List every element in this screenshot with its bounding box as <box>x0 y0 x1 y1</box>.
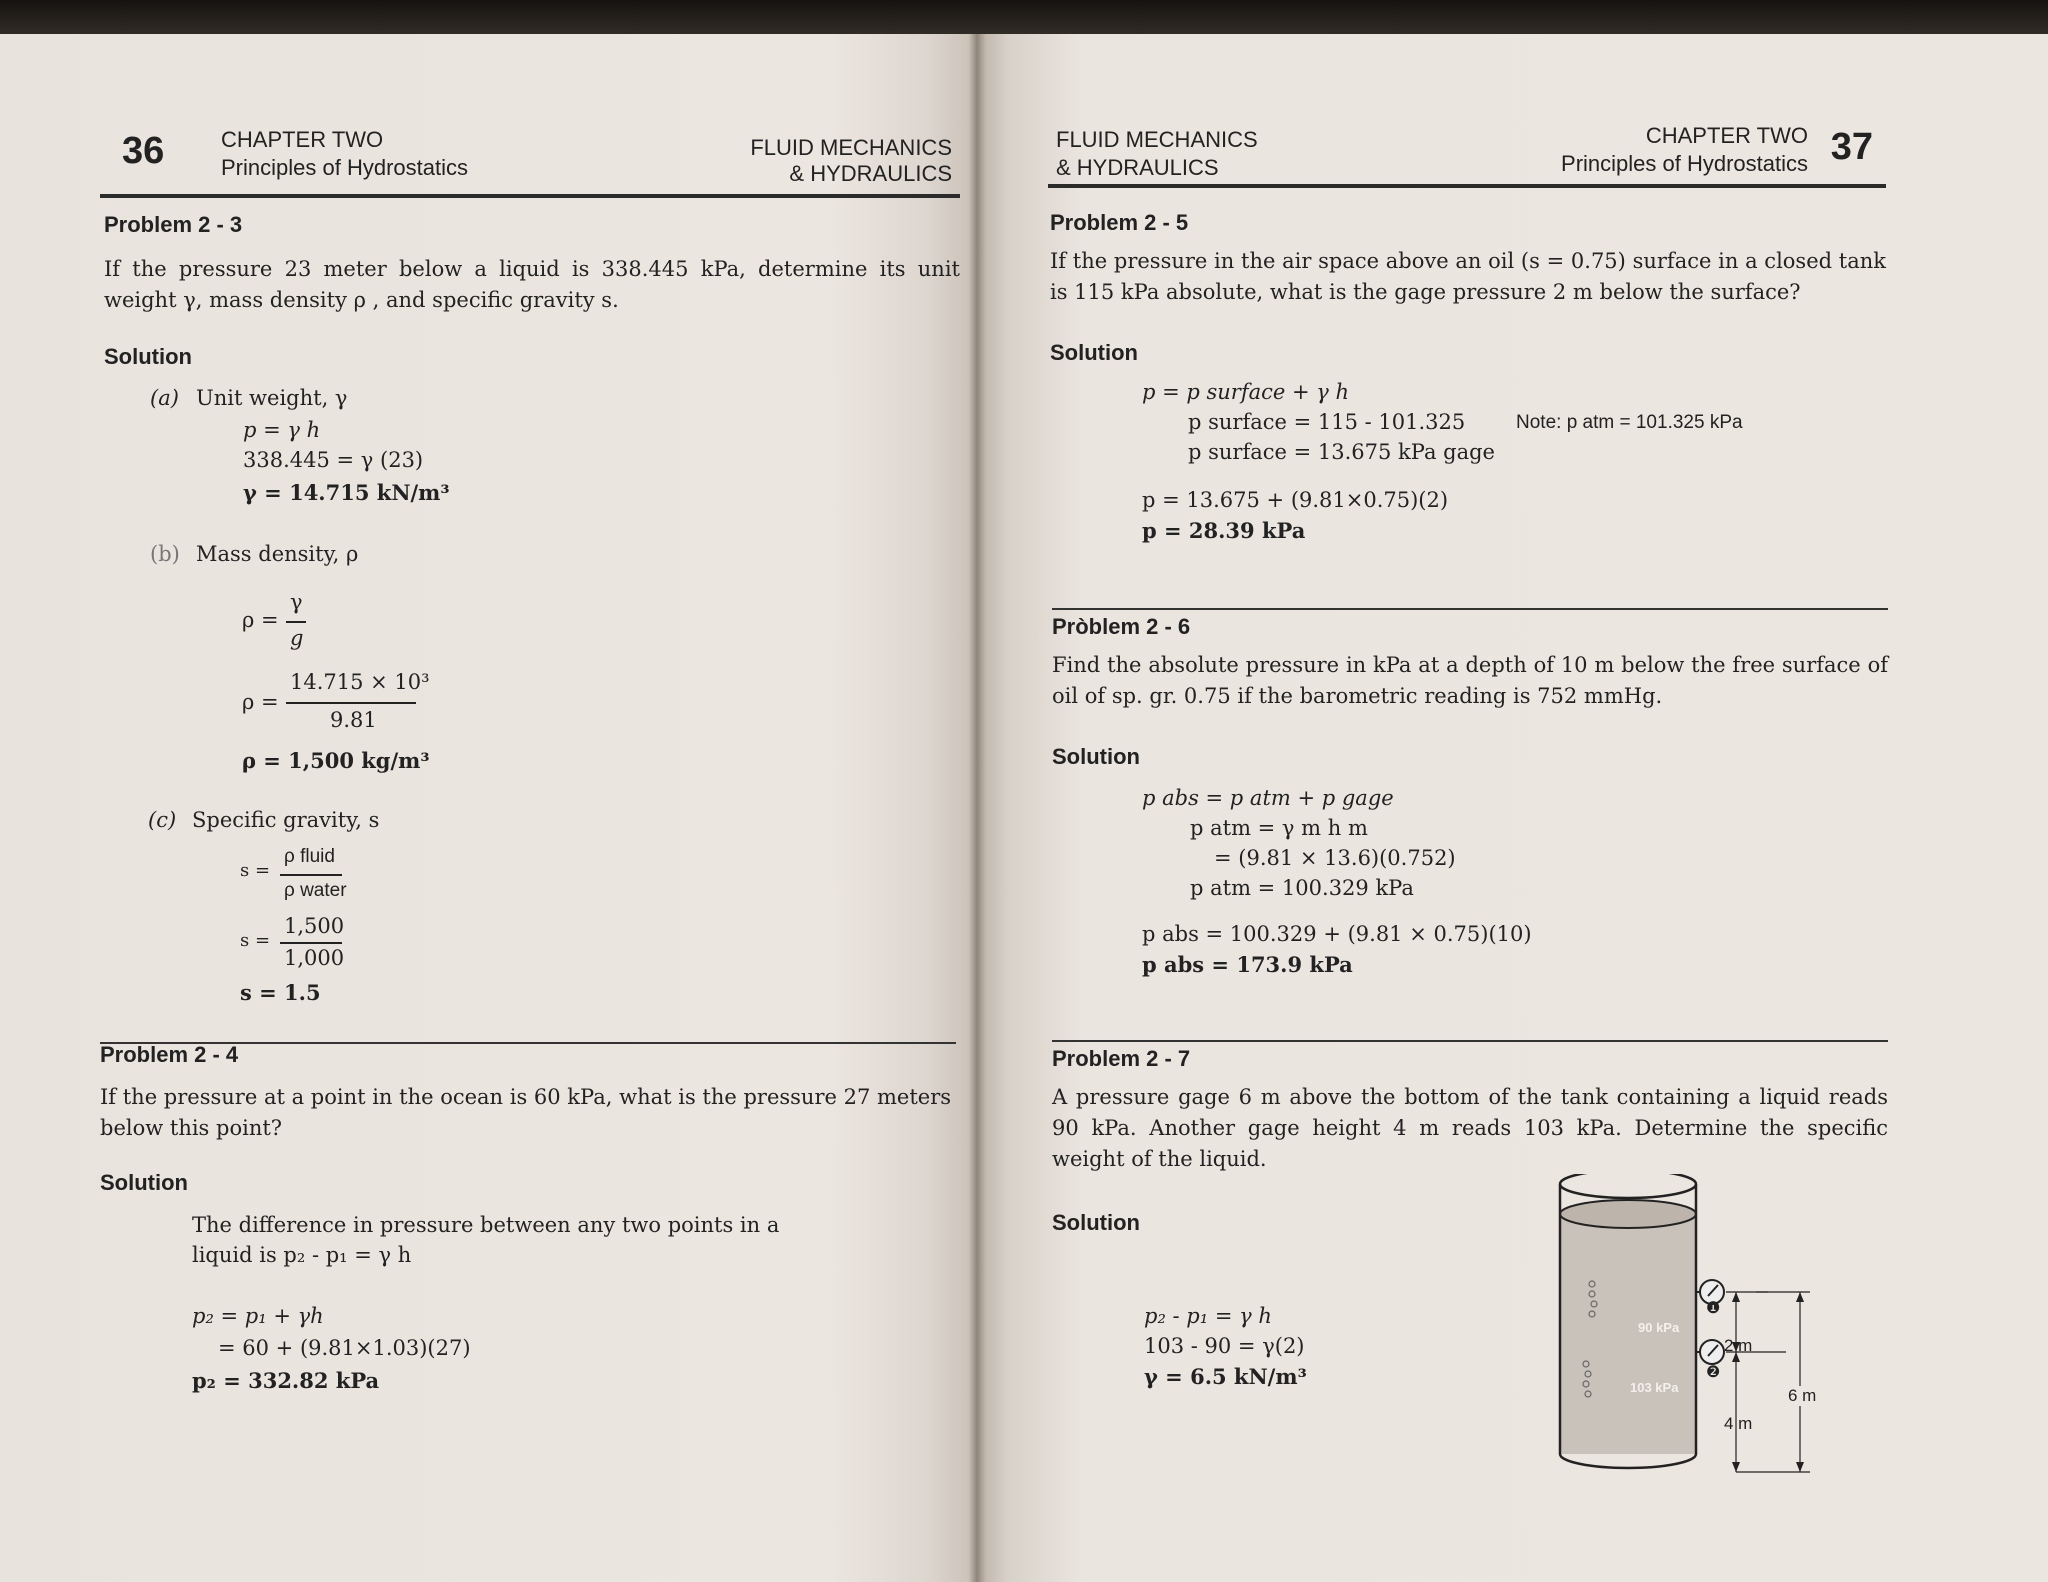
solution-label: Solution <box>1052 744 1140 769</box>
explanation-line: liquid is p₂ - p₁ = γ h <box>192 1243 412 1267</box>
problem-2-4-title: Problem 2 - 4 <box>100 1042 239 1067</box>
gage-1-reading: 90 kPa <box>1638 1320 1680 1335</box>
part-b-label: (b) <box>150 542 180 566</box>
chapter-label: CHAPTER TWO <box>221 127 384 152</box>
equation-line: p abs = p atm + p gage <box>1142 786 1394 810</box>
equation-line: p₂ = p₁ + γh <box>192 1304 324 1328</box>
problem-2-6-title: Pròblem 2 - 6 <box>1052 614 1191 639</box>
problem-2-7-title: Problem 2 - 7 <box>1052 1046 1191 1071</box>
problem-2-4-statement: If the pressure at a point in the ocean is 60 kPa, what is the pressure 27 meters below this point? <box>100 1085 952 1140</box>
result-specific-gravity: s = 1.5 <box>240 980 321 1005</box>
note-patm: Note: p atm = 101.325 kPa <box>1516 412 1743 433</box>
part-c-title: Specific gravity, s <box>192 808 380 832</box>
equation-line: p surface = 13.675 kPa gage <box>1188 440 1495 464</box>
problem-2-3-title: Problem 2 - 3 <box>104 212 243 237</box>
section-divider <box>1052 608 1888 610</box>
solution-label: Solution <box>100 1170 188 1195</box>
fraction-lhs: s = <box>240 930 271 951</box>
header-rule <box>1048 184 1886 188</box>
result-pressure: p₂ = 332.82 kPa <box>192 1368 380 1393</box>
part-a-label: (a) <box>150 386 179 410</box>
equation-line: 103 - 90 = γ(2) <box>1144 1334 1305 1358</box>
fraction-numerator: ρ fluid <box>284 846 335 867</box>
fraction-numerator: γ <box>290 590 303 614</box>
tank-top-rim <box>1560 1174 1696 1198</box>
result-gage-pressure: p = 28.39 kPa <box>1142 518 1306 543</box>
fraction-denominator: g <box>290 626 304 650</box>
fraction-denominator: ρ water <box>284 880 347 901</box>
result-absolute-pressure: p abs = 173.9 kPa <box>1142 952 1353 977</box>
gage-2-reading: 103 kPa <box>1630 1380 1679 1395</box>
fraction-numerator: 14.715 × 10³ <box>290 670 430 694</box>
solution-label: Solution <box>1052 1210 1140 1235</box>
result-specific-weight: γ = 6.5 kN/m³ <box>1144 1364 1307 1389</box>
equation-line: p = 13.675 + (9.81×0.75)(2) <box>1142 488 1449 512</box>
tank-figure <box>1556 1174 1856 1514</box>
chapter-title: Principles of Hydrostatics <box>221 155 468 180</box>
book-title-line2: & HYDRAULICS <box>789 161 952 186</box>
equation-line: p atm = γ m h m <box>1190 816 1368 840</box>
page-number: 36 <box>122 130 165 172</box>
fraction-bar <box>280 942 342 944</box>
fraction-lhs: ρ = <box>242 608 279 632</box>
part-a-title: Unit weight, γ <box>196 386 348 410</box>
fraction-lhs: ρ = <box>242 690 279 714</box>
arrowhead <box>1796 1462 1804 1472</box>
arrowhead <box>1732 1292 1740 1302</box>
tank-bottom <box>1560 1454 1696 1468</box>
dimension-4m: 4 m <box>1724 1414 1753 1433</box>
gage-2-marker: ❷ <box>1706 1362 1721 1381</box>
book-title-line1: FLUID MECHANICS <box>750 135 952 160</box>
liquid-surface <box>1560 1200 1696 1228</box>
equation-line: p surface = 115 - 101.325 <box>1188 410 1466 434</box>
page-number: 37 <box>1830 126 1873 168</box>
equation-line: p₂ - p₁ = γ h <box>1144 1304 1272 1328</box>
problem-2-5-title: Problem 2 - 5 <box>1050 210 1189 235</box>
tank-diagram <box>1556 1174 1856 1514</box>
chapter-label: CHAPTER TWO <box>1645 123 1808 148</box>
fraction-denominator: 9.81 <box>330 708 377 732</box>
gage-1-marker: ❶ <box>1706 1298 1721 1317</box>
book-title-line1: FLUID MECHANICS <box>1056 127 1258 152</box>
arrowhead <box>1796 1292 1804 1302</box>
fraction-denominator: 1,000 <box>284 946 345 970</box>
equation-line: p = p surface + γ h <box>1142 380 1350 404</box>
fraction-bar <box>286 702 416 704</box>
dimension-2m: 2 m <box>1724 1336 1753 1355</box>
part-c-label: (c) <box>148 808 177 832</box>
equation-line: = (9.81 × 13.6)(0.752) <box>1214 846 1456 870</box>
problem-2-5-statement: If the pressure in the air space above an oil (s = 0.75) surface in a closed tank is 115 kPa absolute, what is the gage pressure 2 m below the surface? <box>1050 249 1886 304</box>
equation-line: 338.445 = γ (23) <box>243 448 424 472</box>
equation-line: p = γ h <box>243 418 321 442</box>
book-title-line2: & HYDRAULICS <box>1056 155 1219 180</box>
right-page <box>976 34 2048 1582</box>
problem-2-3-statement: If the pressure 23 meter below a liquid is 338.445 kPa, determine its unit weight γ, mass density ρ , and specific gravity s. <box>104 257 960 312</box>
result-unit-weight: γ = 14.715 kN/m³ <box>243 480 450 505</box>
fraction-bar <box>280 874 342 876</box>
equation-line: p abs = 100.329 + (9.81 × 0.75)(10) <box>1142 922 1532 946</box>
solution-label: Solution <box>104 344 192 369</box>
equation-line: = 60 + (9.81×1.03)(27) <box>218 1336 471 1360</box>
result-mass-density: ρ = 1,500 kg/m³ <box>242 748 430 773</box>
solution-label: Solution <box>1050 340 1138 365</box>
fraction-bar <box>286 621 306 623</box>
dimension-6m: 6 m <box>1788 1386 1817 1405</box>
problem-2-7-statement: A pressure gage 6 m above the bottom of the tank containing a liquid reads 90 kPa. Another gage height 4 m reads 103 kPa. Determine the specific weight of the liquid. <box>1052 1085 1888 1171</box>
fraction-numerator: 1,500 <box>284 914 345 938</box>
section-divider <box>1052 1040 1888 1042</box>
chapter-title: Principles of Hydrostatics <box>1561 151 1808 176</box>
problem-2-6-statement: Find the absolute pressure in kPa at a depth of 10 m below the free surface of oil of sp. gr. 0.75 if the barometric reading is 752 mmHg. <box>1052 653 1888 708</box>
arrowhead <box>1732 1462 1740 1472</box>
equation-line: p atm = 100.329 kPa <box>1190 876 1414 900</box>
left-page <box>0 34 976 1582</box>
explanation-line: The difference in pressure between any two points in a <box>192 1213 780 1237</box>
fraction-lhs: s = <box>240 860 271 881</box>
book-gutter <box>968 34 986 1582</box>
part-b-title: Mass density, ρ <box>196 542 359 566</box>
header-rule <box>100 194 960 198</box>
